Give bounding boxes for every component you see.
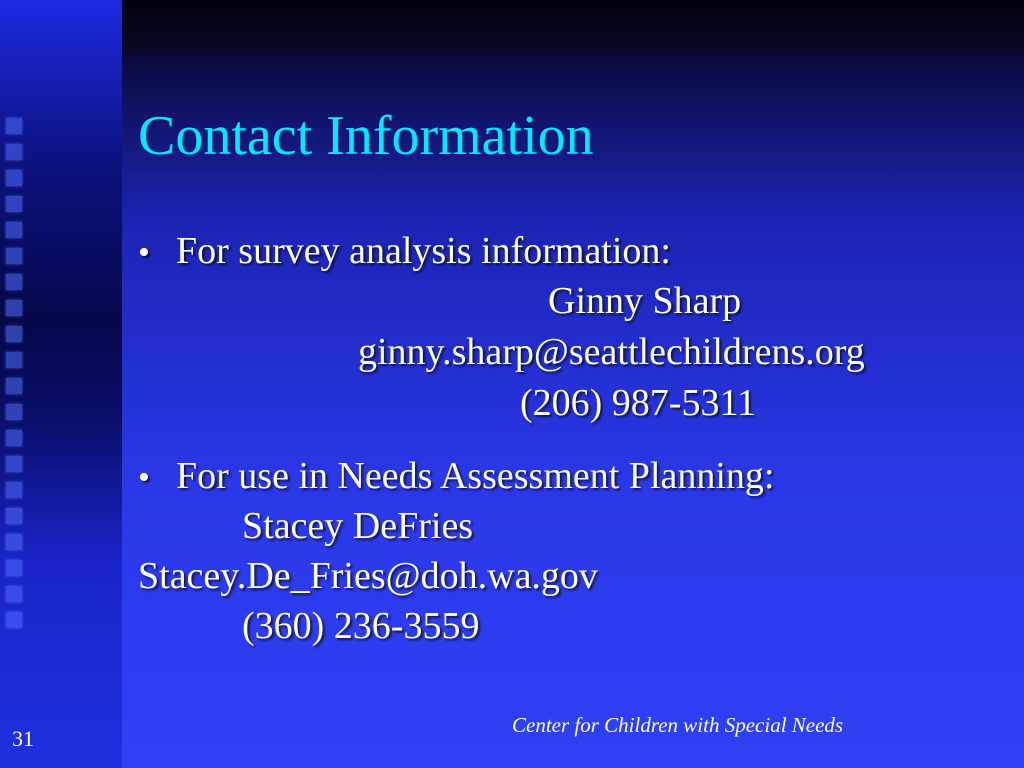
bullet-icon: • [138,234,150,271]
decorative-square [6,586,22,602]
section-heading: For use in Needs Assessment Planning: [176,455,775,497]
slide-title: Contact Information [138,105,594,167]
decorative-square [6,508,22,524]
decorative-square [6,378,22,394]
contact-name: Stacey DeFries [242,505,474,547]
decorative-square [6,196,22,212]
decorative-square [6,118,22,134]
decorative-square [6,560,22,576]
decorative-square [6,534,22,550]
slide-number: 31 [12,726,34,751]
top-dark-band [122,0,1024,55]
footer-text: Center for Children with Special Needs [512,713,844,737]
contact-phone: (206) 987-5311 [520,382,757,424]
decorative-square [6,222,22,238]
bullet-item [138,453,774,501]
section-heading: For survey analysis information: [176,230,671,272]
contact-email: Stacey.De_Fries@doh.wa.gov [138,555,598,597]
bullet-icon: • [138,459,150,496]
decorative-square [6,430,22,446]
decorative-square [6,352,22,368]
decorative-square [6,170,22,186]
contact-name: Ginny Sharp [548,280,742,322]
contact-phone: (360) 236-3559 [242,605,480,647]
contact-email: ginny.sharp@seattlechildrens.org [358,331,865,373]
decorative-square [6,482,22,498]
bullet-item [138,228,671,276]
decorative-square [6,274,22,290]
decorative-square [6,300,22,316]
decorative-squares [6,118,28,658]
decorative-square [6,612,22,628]
decorative-square [6,144,22,160]
decorative-square [6,248,22,264]
decorative-square [6,326,22,342]
decorative-square [6,456,22,472]
decorative-square [6,404,22,420]
